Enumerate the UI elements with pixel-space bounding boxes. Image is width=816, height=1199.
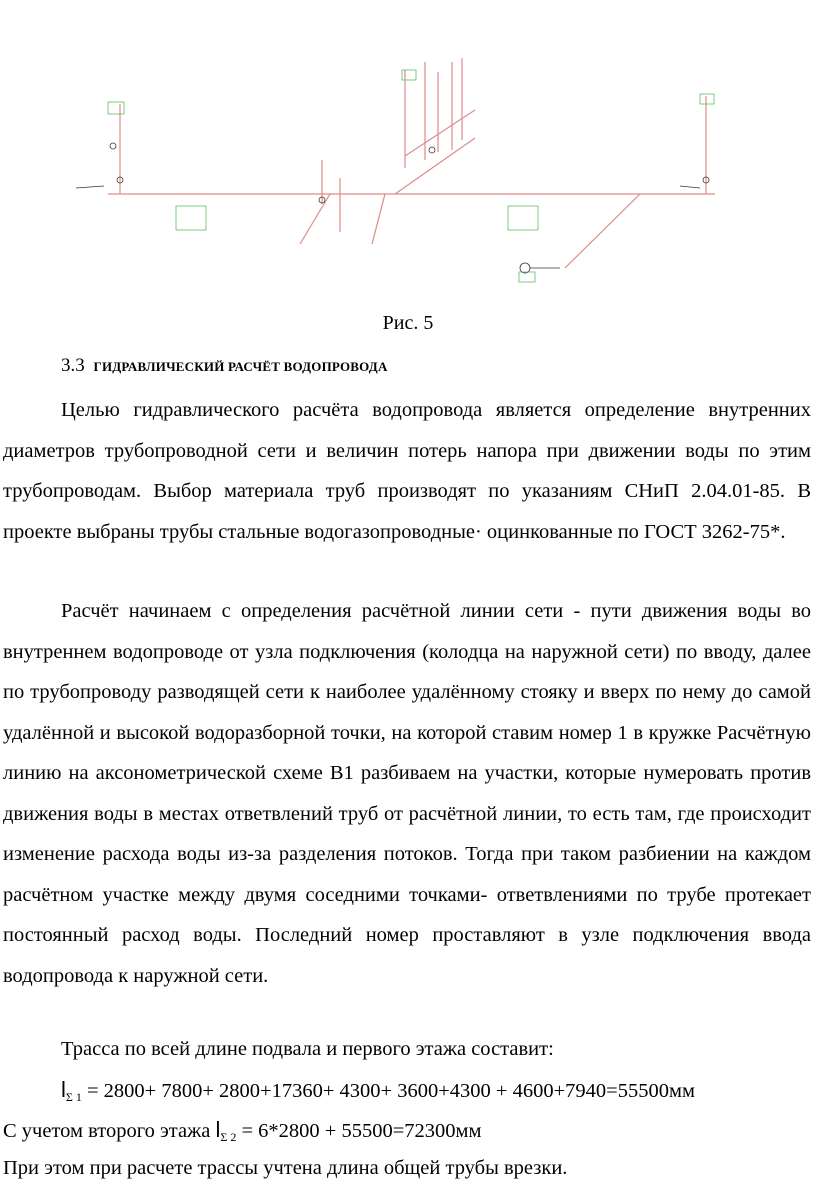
closing-line: При этом при расчете трассы учтена длина общей трубы врезки. bbox=[3, 1157, 568, 1179]
formula-total-length-2 bbox=[3, 1117, 482, 1145]
section-title: ГИДРАВЛИЧЕСКИЙ РАСЧЁТ ВОДОПРОВОДА bbox=[93, 359, 388, 374]
pipe-network bbox=[108, 58, 715, 268]
section-heading bbox=[61, 355, 388, 377]
formula-symbol: l bbox=[215, 1117, 221, 1142]
section-number: 3.3 bbox=[61, 355, 85, 376]
formula-expression: = 6*2800 + 55500=72300мм bbox=[236, 1120, 482, 1142]
paragraph-purpose: Целью гидравлического расчёта водопровода является определение внутренних диаметров трубопроводной сети и величин потерь напора при движении воды по этим трубопроводам. Выбор материала труб производят по указаниям СНиП 2.04.01-85. В проекте выбраны трубы стальные водогазопроводные· оцинкованные по ГОСТ 3262-75*. bbox=[3, 399, 811, 543]
figure-caption: Рис. 5 bbox=[382, 312, 434, 334]
formula-symbol: l bbox=[61, 1077, 66, 1102]
trace-line: Трасса по всей длине подвала и первого этажа составит: bbox=[61, 1038, 554, 1060]
formula-expression: = 2800+ 7800+ 2800+17360+ 4300+ 3600+4300 + 4600+7940=55500мм bbox=[81, 1080, 695, 1102]
formula-total-length-1 bbox=[61, 1077, 695, 1105]
water-supply-axonometric-diagram bbox=[0, 0, 816, 300]
formula-prefix: С учетом второго этажа bbox=[3, 1120, 216, 1142]
fittings bbox=[76, 143, 709, 273]
label-boxes bbox=[108, 70, 714, 282]
formula-subscript: Σ 1 bbox=[65, 1090, 82, 1104]
formula-subscript: Σ 2 bbox=[220, 1130, 237, 1144]
paragraph-calculation: Расчёт начинаем с определения расчётной линии сети - пути движения воды во внутреннем водопроводе от узла подключения (колодца на наружной сети) по вводу, далее по трубопроводу разводящей сети к наиболее удалённому стояку и вверх по нему до самой удалённой и высокой водоразборной точки, на которой ставим номер 1 в кружке Расчётную линию на аксонометрической схеме В1 разбиваем на участки, которые нумеровать против движения воды в местах ответвлений труб от расчётной линии, то есть там, где происходит изменение расхода воды из-за разделения потоков. Тогда при таком разбиении на каждом расчётном участке между двумя соседними точками- ответвлениями по трубе протекает постоянный расход воды. Последний номер проставляют в узле подключения ввода водопровода к наружной сети. bbox=[3, 600, 811, 987]
